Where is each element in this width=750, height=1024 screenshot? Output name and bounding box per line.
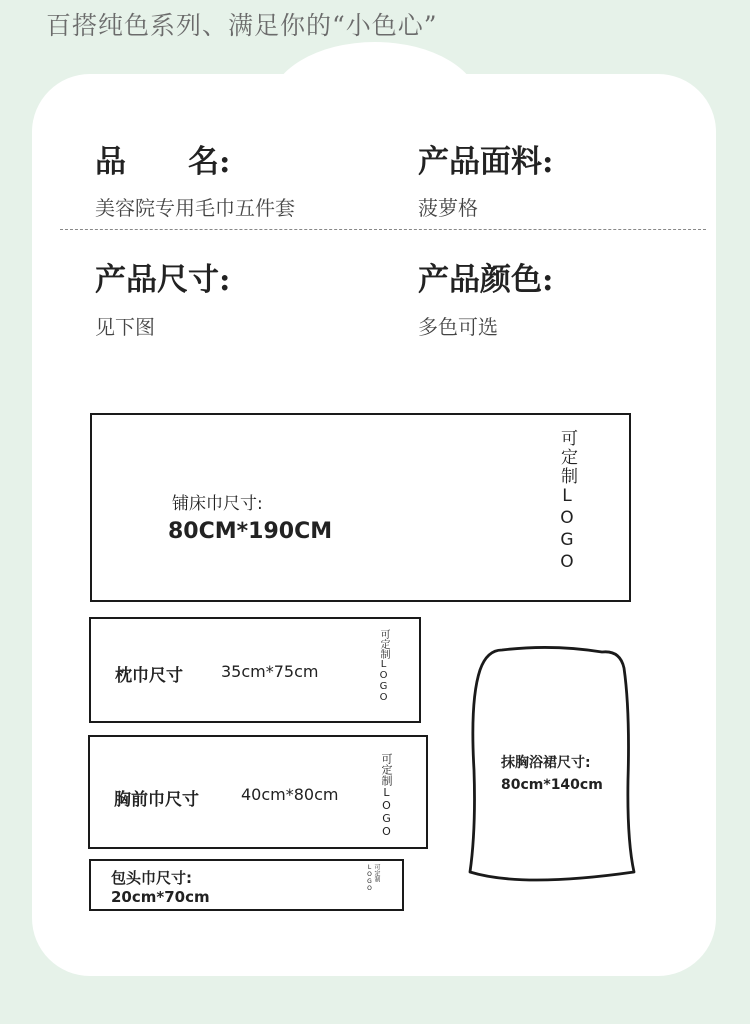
dashed-divider (60, 229, 706, 230)
chest-towel-logo: 可定制LOGO (380, 753, 393, 838)
head-towel-logo: 可定制LOGO (366, 864, 380, 892)
head-towel-box (89, 859, 404, 911)
pillow-towel-name: 枕巾尺寸 (115, 666, 183, 686)
fabric-value: 菠萝格 (418, 196, 478, 220)
head-towel-name: 包头巾尺寸: (111, 869, 192, 887)
color-label: 产品颜色: (418, 262, 554, 298)
pillow-towel-size: 35cm*75cm (221, 662, 319, 681)
name-value: 美容院专用毛巾五件套 (95, 196, 295, 220)
head-towel-size: 20cm*70cm (111, 888, 210, 906)
pillow-towel-logo: 可定制LOGO (378, 629, 389, 703)
bath-skirt-size: 80cm*140cm (501, 777, 603, 793)
pillow-towel-box (89, 617, 421, 723)
size-label: 产品尺寸: (95, 262, 231, 298)
color-value: 多色可选 (418, 315, 498, 339)
headline: 百搭纯色系列、满足你的“小色心” (46, 11, 438, 40)
size-value: 见下图 (95, 315, 155, 339)
chest-towel-name: 胸前巾尺寸 (114, 790, 199, 810)
name-label: 品 名: (95, 144, 231, 180)
bath-skirt-name: 抹胸浴裙尺寸: (501, 755, 591, 771)
fabric-label: 产品面料: (418, 144, 554, 180)
bed-towel-logo: 可定制LOGO (557, 429, 577, 574)
bed-towel-size: 80CM*190CM (168, 519, 333, 544)
chest-towel-box (88, 735, 428, 849)
chest-towel-size: 40cm*80cm (241, 785, 339, 804)
bed-towel-box (90, 413, 631, 602)
bed-towel-name: 铺床巾尺寸: (172, 494, 263, 514)
